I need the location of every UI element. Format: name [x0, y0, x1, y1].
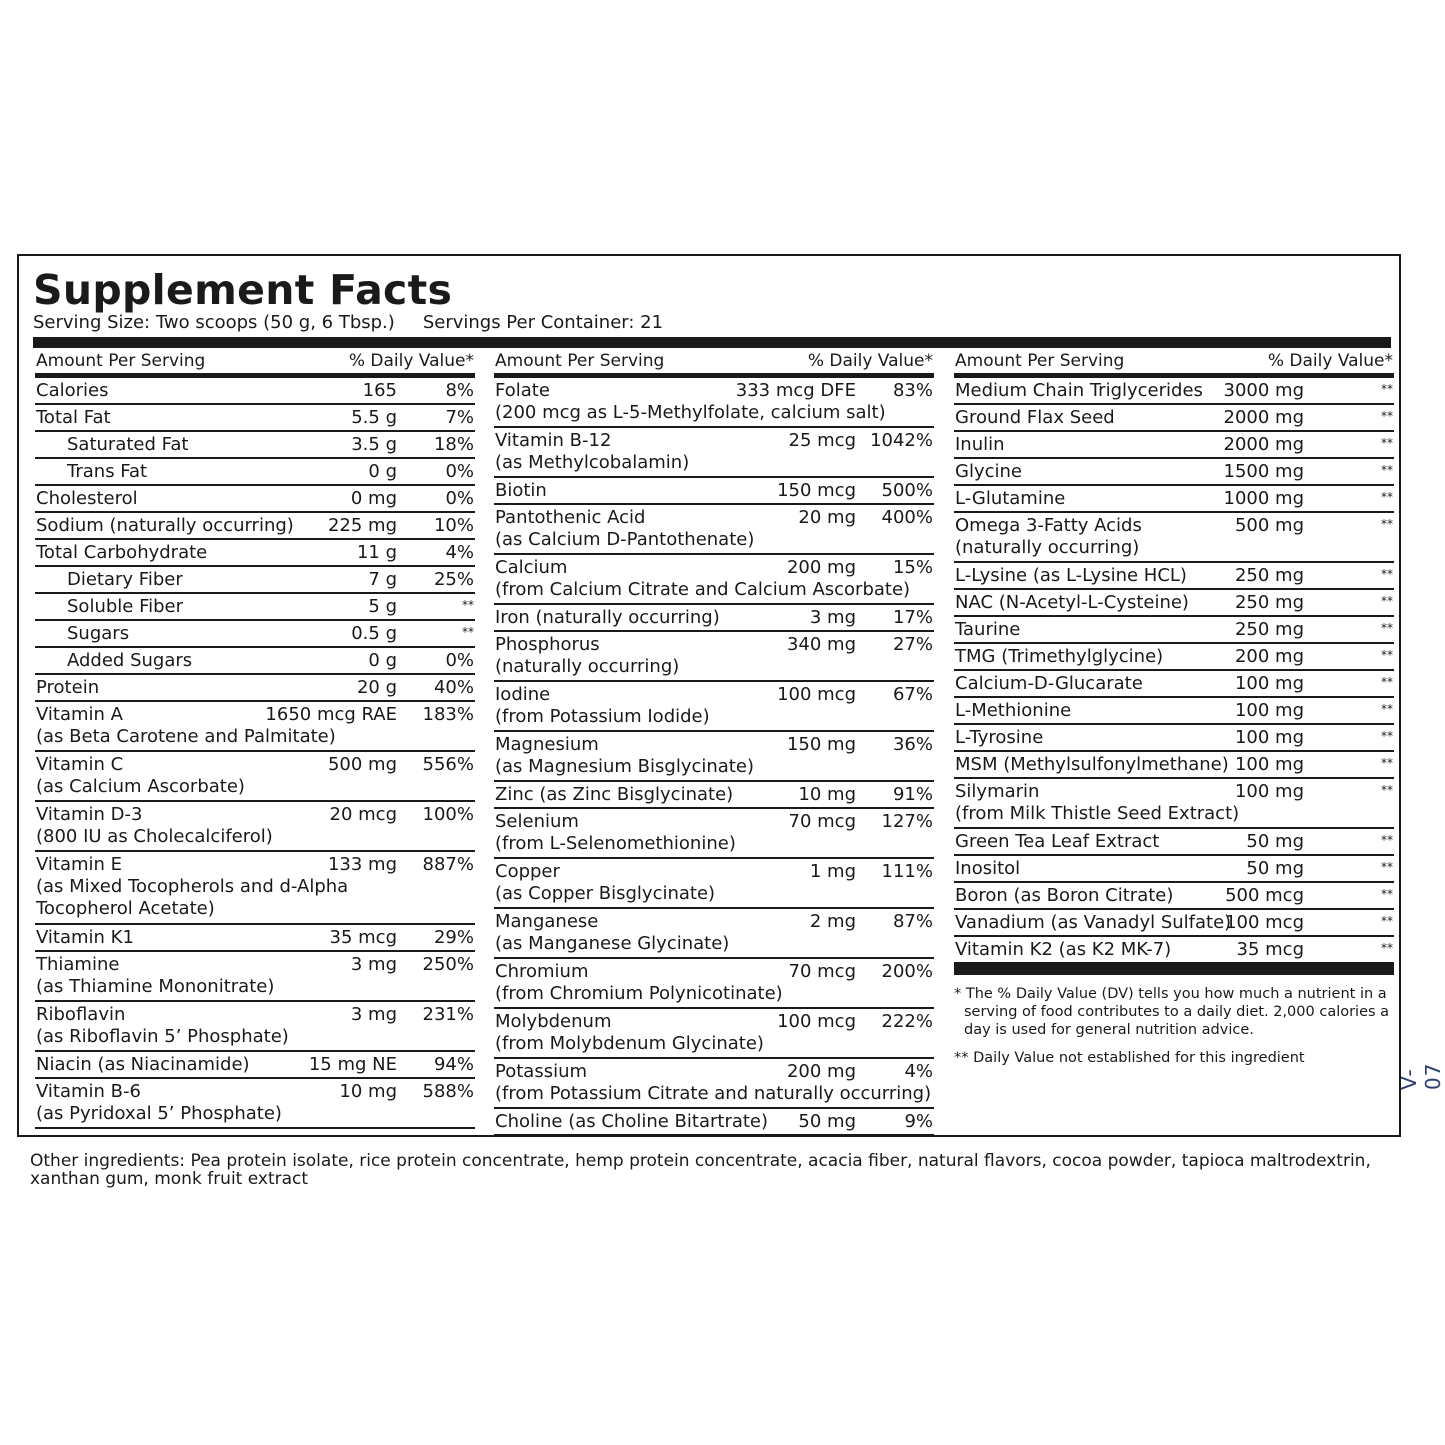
nutrient-name: TMG (Trimethylglycine) — [955, 646, 1164, 667]
nutrient-column-2 — [494, 349, 934, 1136]
nutrient-amount: 133 mg — [327, 854, 397, 875]
nutrient-name: Vitamin B-6 (as Pyridoxal 5’ Phosphate) — [36, 1081, 282, 1124]
nutrient-row — [35, 540, 475, 567]
nutrient-name: Silymarin (from Milk Thistle Seed Extract) — [955, 781, 1240, 824]
nutrient-row — [954, 856, 1394, 883]
nutrient-row — [35, 675, 475, 702]
nutrient-amount: 3 mg — [350, 954, 397, 975]
nutrient-daily-value: ** — [1381, 436, 1393, 450]
nutrient-amount: 500 mg — [1234, 515, 1304, 536]
nutrient-name: Inositol — [955, 858, 1021, 879]
nutrient-daily-value: 0% — [445, 488, 474, 509]
nutrient-name: Boron (as Boron Citrate) — [955, 885, 1174, 906]
nutrient-daily-value: ** — [1381, 783, 1393, 797]
nutrient-row — [35, 952, 475, 1002]
nutrient-row — [35, 513, 475, 540]
nutrient-row — [35, 752, 475, 802]
nutrient-amount: 1650 mcg RAE — [265, 704, 397, 725]
nutrient-daily-value: ** — [1381, 517, 1393, 531]
nutrient-name: Vitamin C (as Calcium Ascorbate) — [36, 754, 245, 797]
nutrient-row — [954, 829, 1394, 856]
serving-info — [33, 312, 691, 334]
nutrient-daily-value: 27% — [892, 634, 933, 655]
nutrient-daily-value: ** — [1381, 941, 1393, 955]
nutrient-amount: 2000 mg — [1223, 434, 1304, 455]
nutrient-amount: 5.5 g — [351, 407, 397, 428]
nutrient-row — [954, 563, 1394, 590]
nutrient-amount: 50 mg — [1246, 831, 1304, 852]
servings-per-container: Servings Per Container: 21 — [422, 312, 664, 333]
nutrient-amount: 0 g — [368, 650, 397, 671]
nutrient-name: Dietary Fiber — [67, 569, 183, 590]
nutrient-name: Thiamine (as Thiamine Mononitrate) — [36, 954, 275, 997]
supplement-facts-panel — [17, 254, 1401, 1137]
nutrient-row — [494, 909, 934, 959]
nutrient-daily-value: ** — [1381, 702, 1393, 716]
nutrient-name: Iron (naturally occurring) — [495, 607, 720, 628]
nutrient-name: Added Sugars — [67, 650, 193, 671]
daily-value-label: % Daily Value* — [807, 351, 933, 371]
nutrient-daily-value: 200% — [881, 961, 933, 982]
nutrient-amount: 20 mcg — [329, 804, 397, 825]
nutrient-row — [954, 937, 1394, 964]
nutrient-name: Soluble Fiber — [67, 596, 184, 617]
nutrient-daily-value: 15% — [892, 557, 933, 578]
nutrient-name: Biotin — [495, 480, 547, 501]
nutrient-name: Choline (as Choline Bitartrate) — [495, 1111, 769, 1132]
daily-value-label: % Daily Value* — [1267, 351, 1393, 371]
nutrient-amount: 3 mg — [809, 607, 856, 628]
nutrient-row — [35, 486, 475, 513]
nutrient-amount: 200 mg — [786, 557, 856, 578]
nutrient-amount: 100 mcg — [1225, 912, 1304, 933]
column-header — [494, 349, 934, 378]
nutrient-row — [35, 567, 475, 594]
nutrient-name: Vitamin E (as Mixed Tocopherols and d-Alpha Tocopherol Acetate) — [36, 854, 349, 919]
nutrient-daily-value: 500% — [881, 480, 933, 501]
nutrient-amount: 10 mg — [798, 784, 856, 805]
nutrient-daily-value: 250% — [422, 954, 474, 975]
nutrient-daily-value: 25% — [433, 569, 474, 590]
nutrient-daily-value: 10% — [433, 515, 474, 536]
nutrient-column-3 — [954, 349, 1394, 1067]
column-header — [35, 349, 475, 378]
nutrient-row — [954, 513, 1394, 563]
nutrient-name: Magnesium (as Magnesium Bisglycinate) — [495, 734, 754, 777]
nutrient-amount: 100 mg — [1234, 700, 1304, 721]
serving-size: Serving Size: Two scoops (50 g, 6 Tbsp.) — [33, 312, 395, 333]
nutrient-row — [35, 594, 475, 621]
nutrient-rows — [954, 378, 1394, 964]
nutrient-daily-value: 588% — [422, 1081, 474, 1102]
nutrient-row — [494, 809, 934, 859]
nutrient-amount: 35 mcg — [329, 927, 397, 948]
nutrient-name: Sugars — [67, 623, 130, 644]
nutrient-daily-value: 94% — [433, 1054, 474, 1075]
nutrient-daily-value: ** — [462, 625, 474, 639]
nutrient-row — [494, 1109, 934, 1136]
nutrient-row — [954, 883, 1394, 910]
nutrient-amount: 50 mg — [1246, 858, 1304, 879]
nutrient-name: Green Tea Leaf Extract — [955, 831, 1160, 852]
nutrient-amount: 200 mg — [1234, 646, 1304, 667]
nutrient-row — [494, 859, 934, 909]
nutrient-amount: 500 mcg — [1225, 885, 1304, 906]
nutrient-row — [35, 621, 475, 648]
nutrient-name: L-Methionine — [955, 700, 1072, 721]
heavy-rule-bottom — [954, 964, 1394, 975]
nutrient-amount: 35 mcg — [1236, 939, 1304, 960]
nutrient-amount: 20 mg — [798, 507, 856, 528]
nutrient-daily-value: ** — [1381, 463, 1393, 477]
amount-per-serving-label: Amount Per Serving — [955, 351, 1125, 371]
nutrient-row — [494, 1009, 934, 1059]
nutrient-daily-value: ** — [1381, 409, 1393, 423]
nutrient-row — [35, 852, 475, 925]
column-header — [954, 349, 1394, 378]
nutrient-amount: 70 mcg — [788, 811, 856, 832]
amount-per-serving-label: Amount Per Serving — [495, 351, 665, 371]
nutrient-daily-value: 111% — [881, 861, 933, 882]
nutrient-amount: 25 mcg — [788, 430, 856, 451]
nutrient-amount: 165 — [362, 380, 397, 401]
nutrient-row — [35, 432, 475, 459]
nutrient-daily-value: 67% — [892, 684, 933, 705]
nutrient-row — [494, 555, 934, 605]
nutrient-amount: 2000 mg — [1223, 407, 1304, 428]
nutrient-row — [954, 378, 1394, 405]
nutrient-daily-value: 183% — [422, 704, 474, 725]
nutrient-name: Medium Chain Triglycerides — [955, 380, 1203, 401]
nutrient-amount: 150 mcg — [777, 480, 856, 501]
nutrient-name: Potassium (from Potassium Citrate and naturally occurring) — [495, 1061, 932, 1104]
nutrient-daily-value: 556% — [422, 754, 474, 775]
nutrient-name: Zinc (as Zinc Bisglycinate) — [495, 784, 734, 805]
nutrient-daily-value: 100% — [422, 804, 474, 825]
nutrient-row — [35, 925, 475, 952]
nutrient-amount: 333 mcg DFE — [735, 380, 856, 401]
nutrient-row — [954, 671, 1394, 698]
nutrient-name: Trans Fat — [67, 461, 148, 482]
nutrient-amount: 100 mcg — [777, 1011, 856, 1032]
heavy-rule-top — [33, 337, 1391, 348]
nutrient-row — [35, 1079, 475, 1129]
nutrient-name: Manganese (as Manganese Glycinate) — [495, 911, 730, 954]
nutrient-row — [494, 632, 934, 682]
nutrient-row — [494, 1059, 934, 1109]
nutrient-amount: 100 mcg — [777, 684, 856, 705]
nutrient-name: Total Carbohydrate — [36, 542, 208, 563]
nutrient-daily-value: 4% — [445, 542, 474, 563]
nutrient-daily-value: 887% — [422, 854, 474, 875]
nutrient-daily-value: ** — [1381, 675, 1393, 689]
nutrient-row — [35, 405, 475, 432]
nutrient-name: Vitamin A (as Beta Carotene and Palmitate) — [36, 704, 336, 747]
nutrient-daily-value: ** — [1381, 567, 1393, 581]
nutrient-amount: 1 mg — [809, 861, 856, 882]
nutrient-row — [35, 802, 475, 852]
nutrient-amount: 3.5 g — [351, 434, 397, 455]
nutrient-daily-value: 127% — [881, 811, 933, 832]
nutrient-row — [494, 505, 934, 555]
nutrient-daily-value: ** — [1381, 382, 1393, 396]
nutrient-row — [494, 605, 934, 632]
nutrient-daily-value: 8% — [445, 380, 474, 401]
nutrient-amount: 100 mg — [1234, 673, 1304, 694]
nutrient-row — [494, 782, 934, 809]
nutrient-name: Vitamin K1 — [36, 927, 134, 948]
nutrient-daily-value: 9% — [904, 1111, 933, 1132]
nutrient-daily-value: ** — [1381, 914, 1393, 928]
nutrient-daily-value: 40% — [433, 677, 474, 698]
nutrient-amount: 50 mg — [798, 1111, 856, 1132]
nutrient-name: Copper (as Copper Bisglycinate) — [495, 861, 716, 904]
nutrient-amount: 1000 mg — [1223, 488, 1304, 509]
nutrient-row — [494, 378, 934, 428]
nutrient-amount: 225 mg — [327, 515, 397, 536]
nutrient-daily-value: ** — [1381, 490, 1393, 504]
nutrient-daily-value: ** — [462, 598, 474, 612]
nutrient-rows — [35, 378, 475, 1129]
nutrient-amount: 100 mg — [1234, 781, 1304, 802]
nutrient-name: Sodium (naturally occurring) — [36, 515, 294, 536]
nutrient-daily-value: 0% — [445, 461, 474, 482]
nutrient-row — [954, 779, 1394, 829]
nutrient-row — [954, 698, 1394, 725]
nutrient-name: Phosphorus (naturally occurring) — [495, 634, 680, 677]
nutrient-name: MSM (Methylsulfonylmethane) — [955, 754, 1229, 775]
nutrient-daily-value: 0% — [445, 650, 474, 671]
nutrient-daily-value: 83% — [892, 380, 933, 401]
nutrient-daily-value: 36% — [892, 734, 933, 755]
nutrient-amount: 500 mg — [327, 754, 397, 775]
nutrient-amount: 3000 mg — [1223, 380, 1304, 401]
nutrient-row — [494, 682, 934, 732]
nutrient-name: Vitamin K2 (as K2 MK-7) — [955, 939, 1172, 960]
amount-per-serving-label: Amount Per Serving — [36, 351, 206, 371]
nutrient-row — [954, 910, 1394, 937]
nutrient-daily-value: 91% — [892, 784, 933, 805]
nutrient-daily-value: ** — [1381, 887, 1393, 901]
nutrient-name: Protein — [36, 677, 100, 698]
nutrient-daily-value: 231% — [422, 1004, 474, 1025]
nutrient-name: Selenium (from L-Selenomethionine) — [495, 811, 736, 854]
nutrient-row — [494, 428, 934, 478]
nutrient-amount: 0 mg — [350, 488, 397, 509]
nutrient-row — [35, 702, 475, 752]
nutrient-name: Glycine — [955, 461, 1022, 482]
nutrient-amount: 5 g — [368, 596, 397, 617]
nutrient-row — [35, 648, 475, 675]
nutrient-amount: 10 mg — [339, 1081, 397, 1102]
nutrient-daily-value: ** — [1381, 833, 1393, 847]
nutrient-amount: 100 mg — [1234, 754, 1304, 775]
panel-title: Supplement Facts — [33, 266, 453, 314]
nutrient-row — [494, 732, 934, 782]
other-ingredients: Other ingredients: Pea protein isolate, rice protein concentrate, hemp protein concentrate, acacia fiber, natural flavors, cocoa powder, tapioca maltrodextrin, xanthan gum, monk fruit extract — [30, 1151, 1371, 1189]
version-code: V-07 — [1397, 1062, 1445, 1090]
nutrient-daily-value: ** — [1381, 729, 1393, 743]
nutrient-name: Calcium-D-Glucarate — [955, 673, 1143, 694]
nutrient-name: Ground Flax Seed — [955, 407, 1115, 428]
nutrient-row — [954, 725, 1394, 752]
nutrient-row — [35, 378, 475, 405]
nutrient-name: Iodine (from Potassium Iodide) — [495, 684, 710, 727]
nutrient-daily-value: 1042% — [870, 430, 933, 451]
nutrient-row — [954, 590, 1394, 617]
nutrient-name: Taurine — [955, 619, 1021, 640]
nutrient-daily-value: ** — [1381, 860, 1393, 874]
nutrient-amount: 7 g — [368, 569, 397, 590]
nutrient-name: L-Glutamine — [955, 488, 1066, 509]
nutrient-amount: 0.5 g — [351, 623, 397, 644]
nutrient-name: Vitamin D-3 (800 IU as Cholecalciferol) — [36, 804, 273, 847]
nutrient-row — [35, 459, 475, 486]
nutrient-name: Folate (200 mcg as L-5-Methylfolate, calcium salt) — [495, 380, 886, 423]
nutrient-name: Vitamin B-12 (as Methylcobalamin) — [495, 430, 690, 473]
nutrient-daily-value: 400% — [881, 507, 933, 528]
nutrient-name: Calories — [36, 380, 109, 401]
daily-value-label: % Daily Value* — [348, 351, 474, 371]
nutrient-amount: 20 g — [356, 677, 397, 698]
nutrient-amount: 250 mg — [1234, 565, 1304, 586]
nutrient-amount: 100 mg — [1234, 727, 1304, 748]
nutrient-row — [954, 405, 1394, 432]
nutrient-name: L-Tyrosine — [955, 727, 1044, 748]
nutrient-name: Riboflavin (as Riboflavin 5’ Phosphate) — [36, 1004, 289, 1047]
nutrient-amount: 150 mg — [786, 734, 856, 755]
nutrient-row — [954, 752, 1394, 779]
nutrient-column-1 — [35, 349, 475, 1129]
nutrient-daily-value: 222% — [881, 1011, 933, 1032]
nutrient-name: Molybdenum (from Molybdenum Glycinate) — [495, 1011, 764, 1054]
nutrient-amount: 250 mg — [1234, 592, 1304, 613]
nutrient-name: L-Lysine (as L-Lysine HCL) — [955, 565, 1187, 586]
nutrient-name: Niacin (as Niacinamide) — [36, 1054, 250, 1075]
nutrient-amount: 11 g — [356, 542, 397, 563]
nutrient-name: Omega 3-Fatty Acids (naturally occurring) — [955, 515, 1142, 558]
daily-value-footnote: * The % Daily Value (DV) tells you how much a nutrient in a serving of food contributes to a daily diet. 2,000 calories a day is used for general nutrition advice. — [954, 986, 1390, 1038]
nutrient-amount: 0 g — [368, 461, 397, 482]
nutrient-name: Cholesterol — [36, 488, 138, 509]
nutrient-amount: 70 mcg — [788, 961, 856, 982]
nutrient-amount: 340 mg — [786, 634, 856, 655]
nutrient-amount: 3 mg — [350, 1004, 397, 1025]
nutrient-name: Total Fat — [36, 407, 111, 428]
nutrient-daily-value: 87% — [892, 911, 933, 932]
nutrient-row — [494, 959, 934, 1009]
nutrient-name: Calcium (from Calcium Citrate and Calcium Ascorbate) — [495, 557, 911, 600]
nutrient-amount: 15 mg NE — [308, 1054, 397, 1075]
nutrient-row — [35, 1052, 475, 1079]
nutrient-daily-value: 4% — [904, 1061, 933, 1082]
nutrient-daily-value: 7% — [445, 407, 474, 428]
nutrient-daily-value: ** — [1381, 648, 1393, 662]
nutrient-amount: 250 mg — [1234, 619, 1304, 640]
nutrient-daily-value: 18% — [433, 434, 474, 455]
nutrient-daily-value: 29% — [433, 927, 474, 948]
nutrient-name: Inulin — [955, 434, 1005, 455]
nutrient-row — [954, 459, 1394, 486]
nutrient-row — [954, 644, 1394, 671]
nutrient-daily-value: ** — [1381, 594, 1393, 608]
nutrient-amount: 2 mg — [809, 911, 856, 932]
nutrient-amount: 1500 mg — [1223, 461, 1304, 482]
nutrient-row — [35, 1002, 475, 1052]
nutrient-name: Chromium (from Chromium Polynicotinate) — [495, 961, 783, 1004]
nutrient-rows — [494, 378, 934, 1136]
nutrient-daily-value: ** — [1381, 756, 1393, 770]
nutrient-daily-value: ** — [1381, 621, 1393, 635]
not-established-footnote: ** Daily Value not established for this ingredient — [954, 1050, 1305, 1066]
nutrient-name: NAC (N-Acetyl-L-Cysteine) — [955, 592, 1189, 613]
nutrient-row — [954, 432, 1394, 459]
nutrient-name: Saturated Fat — [67, 434, 189, 455]
nutrient-amount: 200 mg — [786, 1061, 856, 1082]
nutrient-name: Vanadium (as Vanadyl Sulfate) — [955, 912, 1232, 933]
nutrient-row — [494, 478, 934, 505]
nutrient-name: Pantothenic Acid (as Calcium D-Pantothenate) — [495, 507, 755, 550]
nutrient-row — [954, 617, 1394, 644]
nutrient-row — [954, 486, 1394, 513]
nutrient-daily-value: 17% — [892, 607, 933, 628]
